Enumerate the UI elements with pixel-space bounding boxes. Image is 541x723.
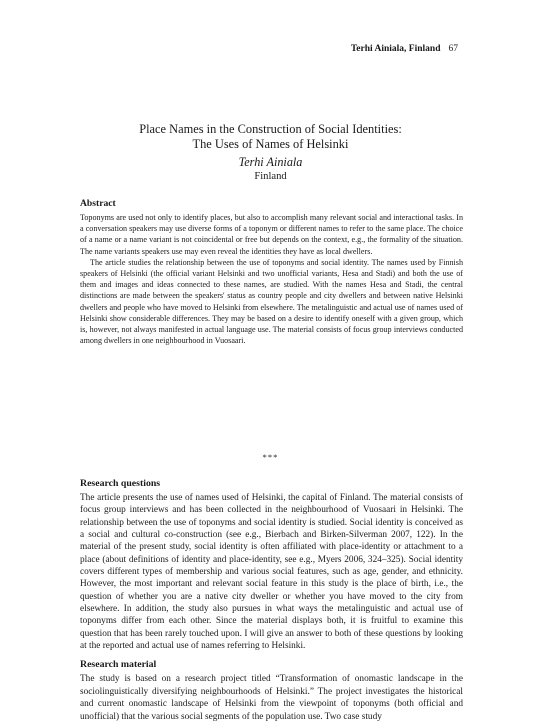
section-heading-research-questions: Research questions	[80, 478, 161, 489]
article-affiliation: Finland	[254, 171, 287, 182]
section-heading-research-material: Research material	[80, 659, 157, 671]
abstract-paragraph-2: The article studies the relationship between the use of toponyms and social identity. The names used by Finnish speakers of Helsinki (the official variant Helsinki and two unofficial variants, Hesa and Stadi) and both the use of them and images and ideas connected to these names, are studied. With the names Hesa and Stadi, the central distinctions are made between the speakers' status as country people and city dwellers and between native Helsinki dwellers and people who have moved to Helsinki from elsewhere. The metalinguistic and actual use of names used of Helsinki show considerable differences. They may be based on a desire to identify oneself with a given group, which is, however, not always manifested in actual language use. The material consists of focus group interviews conducted among dwellers in one neighbourhood in Vuosaari.	[80, 257, 463, 346]
title-block	[0, 122, 541, 183]
article-title-line-1: Place Names in the Construction of Social Identities:	[139, 122, 402, 136]
article-author: Terhi Ainiala	[238, 155, 303, 169]
running-head-author: Terhi Ainiala, Finland	[350, 44, 441, 54]
abstract	[80, 198, 463, 346]
abstract-paragraph-1: Toponyms are used not only to identify places, but also to accomplish many relevant social and interactional tasks. In a conversation speakers may use diverse forms of a toponym or different names to refer to the same place. The choice of a name or a name variant is not coincidental or free but depends on the context, e.g., the formality of the situation. The name variants speakers use may even reveal the identities they have as local dwellers.	[80, 213, 463, 256]
article-body	[80, 478, 463, 723]
research-material-paragraph: The study is based on a research project titled “Transformation of onomastic landscape in the sociolinguistically diversifying neighbourhoods of Helsinki.” The project investigates the historical and current onomastic landscape of Helsinki from the viewpoint of toponyms (both official and unofficial) that the various social segments of the population use. Two case study	[80, 674, 463, 722]
section-separator: ***	[262, 452, 279, 462]
page-number: 67	[448, 44, 458, 54]
running-head	[351, 44, 458, 54]
research-questions-paragraph: The article presents the use of names used of Helsinki, the capital of Finland. The material consists of focus group interviews and has been collected in the neighbourhood of Vuosaari in Helsinki. The relationship between the use of toponyms and social identity is studied. Social identity is conceived as a social and cultural co-construction (see e.g., Bierbach and Birken-Silverman 2007, 122). In the material of the present study, social identity is often affiliated with place-identity or attachment to a place (about definitions of identity and place-identity, see e.g., Myers 2006, 324–325). Social identity covers different types of membership and various social features, such as age, gender, and ethnicity. However, the most important and relevant social feature in this study is the place of birth, i.e., the question of whether you are a native city dweller or whether you have moved to the city from elsewhere. In addition, the study also pursues in what ways the metalinguistic and actual use of toponyms differ from each other. Since the material displays both, it is fruitful to examine this question that has been rarely touched upon. I will give an answer to both of these questions by looking at the reported and actual use of names referring to Helsinki.	[80, 493, 463, 652]
abstract-heading: Abstract	[80, 198, 116, 209]
article-title-line-2: The Uses of Names of Helsinki	[192, 137, 349, 151]
